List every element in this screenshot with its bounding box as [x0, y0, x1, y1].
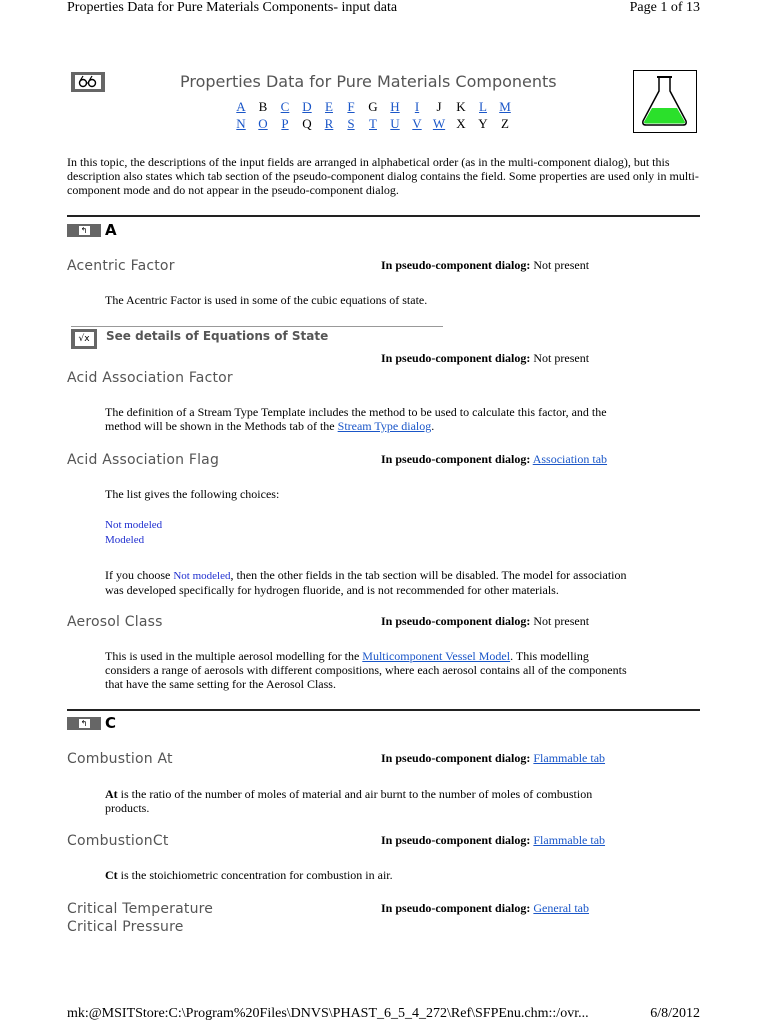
section-a-header: [67, 223, 117, 237]
entry-title: Critical Temperature: [67, 901, 214, 917]
flask-icon: [633, 70, 697, 133]
header-title: Properties Data for Pure Materials Components- input data: [67, 0, 398, 15]
alphabet-letter-f[interactable]: F: [347, 99, 355, 114]
alphabet-letter-d[interactable]: D: [302, 99, 312, 114]
back-to-top-icon[interactable]: ↰: [67, 717, 101, 730]
alphabet-letter-s[interactable]: S: [347, 116, 355, 131]
alphabet-row-1: [230, 99, 516, 115]
square-root-icon[interactable]: √x: [71, 329, 97, 349]
entry-dialog-info: In pseudo-component dialog: General tab: [381, 901, 590, 915]
alphabet-letter-m[interactable]: M: [499, 99, 511, 114]
alphabet-row-2: [230, 116, 516, 132]
flammable-tab-link[interactable]: Flammable tab: [533, 751, 606, 765]
stream-type-link[interactable]: Stream Type dialog: [337, 419, 432, 433]
alphabet-letter-i[interactable]: I: [414, 99, 420, 114]
entry-dialog-info: In pseudo-component dialog: Not present: [381, 614, 590, 628]
alphabet-letter-c[interactable]: C: [280, 99, 290, 114]
entry-title: Acid Association Factor: [67, 370, 233, 386]
choice-option: Not modeled: [105, 519, 163, 531]
glasses-icon: [75, 75, 101, 89]
alphabet-letter-u[interactable]: U: [390, 116, 400, 131]
alphabet-letter-g: G: [368, 99, 378, 114]
intro-paragraph: In this topic, the descriptions of the input fields are arranged in alphabetical order (as in the multi-component dialog), but this description also states which tab section of the pseudo-component dialog contains the field. Some properties are used only in multi-component mode and do not appear in the pseudo-component dialog.: [67, 155, 699, 197]
footer-path: mk:@MSITStore:C:\Program%20Files\DNVS\PHAST_6_5_4_272\Ref\SFPEnu.chm::/ovr...: [67, 1006, 589, 1021]
entry-body: This is used in the multiple aerosol modelling for the Multicomponent Vessel Model. This modelling considers a range of aerosols with different compositions, where each aerosol contains all of the components that have the same setting for the Aerosol Class.: [105, 649, 627, 691]
entry-dialog-info: In pseudo-component dialog: Not present: [381, 258, 590, 272]
entry-dialog-info: In pseudo-component dialog: Association tab: [381, 452, 608, 466]
section-letter: C: [105, 714, 117, 732]
entry-body: Ct is the stoichiometric concentration for combustion in air.: [105, 868, 393, 882]
entry-dialog-info: In pseudo-component dialog: Flammable tab: [381, 751, 606, 765]
entry-title: Combustion At: [67, 751, 173, 767]
footer-date: 6/8/2012: [650, 1006, 700, 1021]
section-letter: A: [105, 221, 117, 239]
multicomponent-vessel-link[interactable]: Multicomponent Vessel Model: [362, 649, 511, 663]
entry-title: CombustionCt: [67, 833, 169, 849]
entry-body: The list gives the following choices:: [105, 487, 280, 501]
entry-title: Critical Pressure: [67, 919, 184, 935]
association-tab-link[interactable]: Association tab: [532, 452, 608, 466]
alphabet-letter-e[interactable]: E: [325, 99, 333, 114]
alphabet-letter-j: J: [436, 99, 442, 114]
alphabet-letter-z: Z: [501, 116, 509, 131]
alphabet-letter-v[interactable]: V: [412, 116, 422, 131]
see-details-link[interactable]: See details of Equations of State: [106, 329, 329, 343]
back-to-top-icon[interactable]: ↰: [67, 224, 101, 237]
glasses-icon[interactable]: [71, 72, 105, 92]
alphabet-letter-q: Q: [302, 116, 312, 131]
entry-body: If you choose Not modeled, then the other fields in the tab section will be disabled. The model for association was developed specifically for hydrogen fluoride, and is not recommended for other materials.: [105, 568, 627, 597]
alphabet-letter-h[interactable]: H: [390, 99, 400, 114]
page-number: Page 1 of 13: [629, 0, 700, 15]
see-details-divider: [71, 326, 443, 327]
entry-title: Aerosol Class: [67, 614, 163, 630]
alphabet-letter-p[interactable]: P: [281, 116, 289, 131]
entry-dialog-info: In pseudo-component dialog: Flammable tab: [381, 833, 606, 847]
section-divider: [67, 709, 700, 711]
document-title: Properties Data for Pure Materials Components: [180, 72, 557, 91]
general-tab-link[interactable]: General tab: [533, 901, 590, 915]
section-divider: [67, 215, 700, 217]
alphabet-letter-r[interactable]: R: [324, 116, 334, 131]
alphabet-letter-y: Y: [478, 116, 488, 131]
alphabet-letter-w[interactable]: W: [432, 116, 446, 131]
section-c-header: [67, 716, 116, 730]
alphabet-letter-k: K: [456, 99, 466, 114]
alphabet-letter-n[interactable]: N: [236, 116, 246, 131]
alphabet-letter-a[interactable]: A: [236, 99, 246, 114]
alphabet-letter-t[interactable]: T: [369, 116, 377, 131]
flammable-tab-link[interactable]: Flammable tab: [533, 833, 606, 847]
entry-title: Acid Association Flag: [67, 452, 220, 468]
entry-body: The definition of a Stream Type Template includes the method to be used to calculate this factor, and the method will be shown in the Methods tab of the Stream Type dialog.: [105, 405, 607, 433]
alphabet-letter-l[interactable]: L: [479, 99, 487, 114]
entry-dialog-info: In pseudo-component dialog: Not present: [381, 351, 590, 365]
entry-body: The Acentric Factor is used in some of the cubic equations of state.: [105, 293, 428, 307]
alphabet-letter-x: X: [456, 116, 466, 131]
alphabet-letter-b: B: [258, 99, 268, 114]
entry-body: At is the ratio of the number of moles of material and air burnt to the number of moles of combustion products.: [105, 787, 593, 815]
alphabet-letter-o[interactable]: O: [258, 116, 268, 131]
entry-title: Acentric Factor: [67, 258, 175, 274]
choice-option: Modeled: [105, 534, 145, 546]
